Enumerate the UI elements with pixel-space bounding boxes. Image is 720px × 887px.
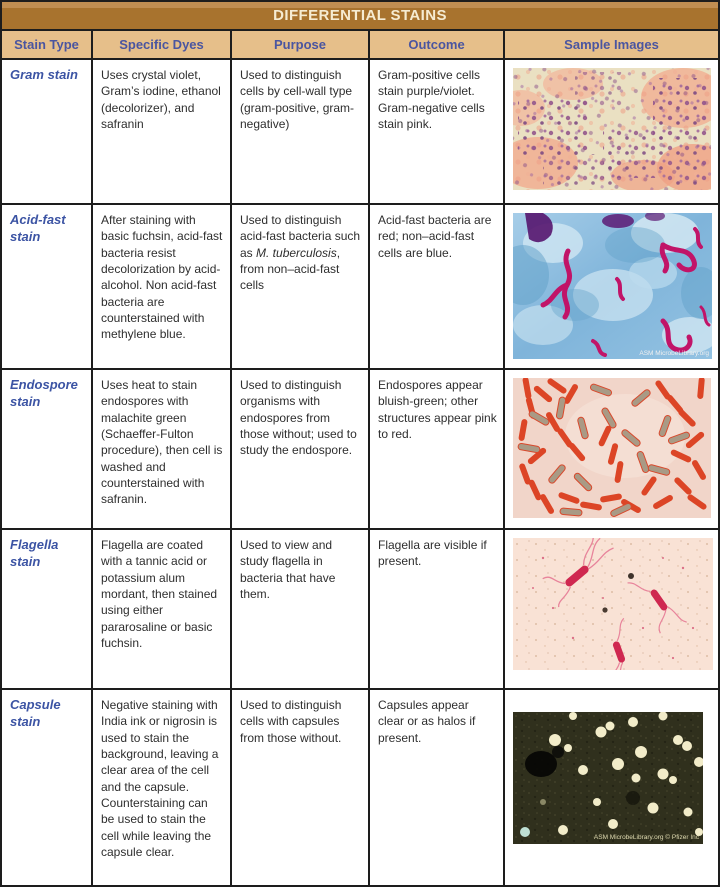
column-header-row [2,31,718,60]
stain-name: Flagella stain [2,530,93,688]
table-title: DIFFERENTIAL STAINS [2,2,718,31]
column-header-purpose: Purpose [232,31,370,58]
stain-name: Acid-fast stain [2,205,93,368]
column-header-outcome: Outcome [370,31,505,58]
acid-fast-stain-micrograph-image [513,213,712,359]
purpose-text: , from non–acid-fast cells [240,245,341,293]
column-header-stain-type: Stain Type [2,31,93,58]
purpose-text: Used to distinguish acid-fast bacteria such as [240,213,361,260]
stain-name: Endospore stain [2,370,93,528]
cell-specific-dyes: Flagella are coated with a tannic acid or potassium alum mordant, then stained using either pararosaline or basic fuchsin. [93,530,232,688]
table-row-endospore [2,370,718,530]
image-watermark: ASM MicrobeLibrary.org © Pfizer Inc [593,834,699,841]
column-header-sample-images: Sample Images [564,37,659,52]
table-row-flagella [2,530,718,690]
cell-specific-dyes: Uses crystal violet, Gram’s iodine, ethanol (decolorizer), and safranin [93,60,232,203]
cell-outcome: Endospores appear bluish-green; other structures appear pink to red. [370,370,505,528]
cell-purpose: Used to distinguish cells by cell-wall type (gram-positive, gram-negative) [232,60,370,203]
table-row-acid-fast [2,205,718,370]
cell-outcome: Gram-positive cells stain purple/violet. Gram-negative cells stain pink. [370,60,505,203]
species-name-italic: M. tuberculosis [256,245,337,260]
image-watermark: ASM MicrobeLibrary.org [639,350,709,357]
cell-outcome: Flagella are visible if present. [370,530,505,688]
cell-outcome: Acid-fast bacteria are red; non–acid-fast cells are blue. [370,205,505,368]
table-row-capsule [2,690,718,885]
cell-specific-dyes: After staining with basic fuchsin, acid-fast bacteria resist decolorization by acid-alcohol. Non acid-fast bacteria are counterstained with methylene blue. [93,205,232,368]
stain-name: Gram stain [2,60,93,203]
cell-sample-image [505,205,718,368]
cell-sample-image [505,530,718,688]
cell-sample-image [505,690,718,885]
cell-purpose: Used to distinguish cells with capsules from those without. [232,690,370,885]
cell-specific-dyes: Negative staining with India ink or nigrosin is used to stain the background, leaving a clear area of the cell and the capsule. Counterstaining can be used to stain the cell while leaving the capsule clear. [93,690,232,885]
cell-sample-image [505,370,718,528]
cell-purpose: Used to view and study flagella in bacteria that have them. [232,530,370,688]
endospore-stain-micrograph-image [513,378,711,518]
stain-name: Capsule stain [2,690,93,885]
column-header-specific-dyes: Specific Dyes [93,31,232,58]
cell-purpose: Used to distinguish organisms with endospores from those without; used to study the endospore. [232,370,370,528]
flagella-stain-micrograph-image [513,538,713,670]
cell-purpose [232,205,370,368]
cell-outcome: Capsules appear clear or as halos if present. [370,690,505,885]
cell-specific-dyes: Uses heat to stain endospores with malachite green (Schaeffer-Fulton procedure), then cell is washed and counterstained with safranin. [93,370,232,528]
gram-stain-micrograph-image [513,68,711,190]
capsule-stain-micrograph-image [513,712,703,844]
cell-sample-image [505,60,718,203]
table-row-gram [2,60,718,205]
